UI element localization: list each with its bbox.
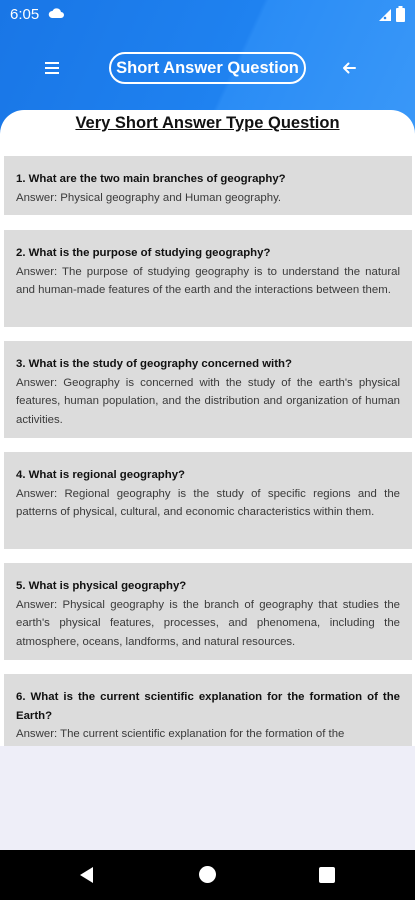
- system-nav-bar: [0, 850, 415, 900]
- qa-card: [4, 341, 412, 438]
- section-heading: Very Short Answer Type Question: [75, 114, 340, 132]
- qa-card: [4, 156, 412, 215]
- nav-home-icon[interactable]: [199, 866, 216, 883]
- answer-text: Answer: The current scientific explanation for the formation of the: [16, 728, 345, 740]
- question-text: 1. What are the two main branches of geography?: [16, 173, 286, 185]
- page-title-button[interactable]: Short Answer Question: [109, 52, 306, 84]
- answer-text: Answer: Physical geography and Human geography.: [16, 191, 282, 204]
- cloud-icon: [48, 7, 64, 19]
- qa-card: [4, 452, 412, 549]
- qa-card: [4, 230, 412, 327]
- answer-text: Answer: Physical geography is the branch of geography that studies the earth's physical features, processes, and phenomena, including the atmosphere, oceans, landforms, and natural resources.: [16, 598, 400, 648]
- menu-icon[interactable]: [40, 58, 64, 78]
- content-sheet: [0, 110, 415, 746]
- question-text: 6. What is the current scientific explanation for the formation of the Earth?: [16, 691, 400, 722]
- answer-text: Answer: Regional geography is the study of specific regions and the patterns of physical, cultural, and economic characteristics within them.: [16, 487, 400, 518]
- nav-back-icon[interactable]: [78, 866, 96, 884]
- battery-icon: [396, 6, 405, 22]
- status-bar: [0, 0, 415, 30]
- question-text: 3. What is the study of geography concerned with?: [16, 358, 292, 370]
- question-text: 5. What is physical geography?: [16, 580, 187, 592]
- answer-text: Answer: The purpose of studying geography is to understand the natural and human-made features of the earth and the interactions between them.: [16, 265, 400, 296]
- qa-card: [4, 563, 412, 660]
- question-text: 2. What is the purpose of studying geography?: [16, 247, 271, 259]
- signal-icon: [378, 8, 392, 22]
- nav-recents-icon[interactable]: [319, 867, 335, 883]
- answer-text: Answer: Geography is concerned with the study of the earth's physical features, human population, and the distribution and organization of human activities.: [16, 376, 400, 426]
- question-text: 4. What is regional geography?: [16, 469, 185, 481]
- status-time: 6:05: [10, 6, 40, 23]
- qa-card: [4, 674, 412, 746]
- arrow-back-icon[interactable]: [336, 56, 362, 80]
